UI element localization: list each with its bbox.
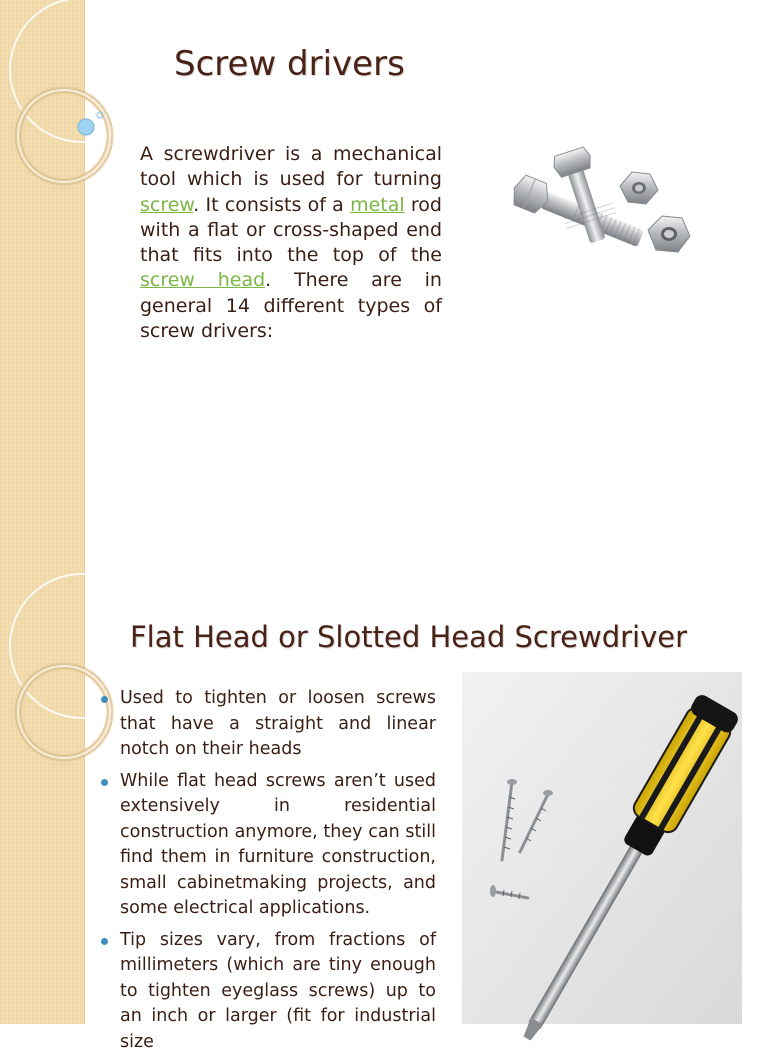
intro-text: . It consists of a — [193, 193, 351, 216]
bullet-item — [100, 769, 436, 922]
bullet-item — [100, 928, 436, 1056]
slide-title: Flat Head or Slotted Head Screwdriver — [130, 620, 688, 654]
bullet-text: Tip sizes vary, from fractions of millimeters (which are tiny enough to tighten eyeglass screws) up to an inch or larger (fit for industrial size — [120, 929, 436, 1052]
intro-paragraph — [140, 142, 442, 344]
bullet-text: Used to tighten or loosen screws that have a straight and linear notch on their heads — [120, 688, 436, 759]
slide-title: Screw drivers — [174, 44, 405, 84]
decorative-rings — [0, 0, 140, 200]
screw-link[interactable]: screw — [140, 193, 194, 216]
bullet-dot-icon — [101, 938, 108, 945]
intro-text: . There are in general 14 different types of screw drivers: — [140, 269, 442, 343]
slide-2 — [0, 576, 768, 1052]
bullet-dot-icon — [101, 779, 108, 786]
slotted-screwdriver-image — [462, 672, 742, 1024]
metal-link[interactable]: metal — [350, 193, 405, 216]
intro-text: A screwdriver is a mechanical tool which is used for turning — [140, 143, 442, 191]
screw-head-link[interactable]: screw head — [140, 269, 266, 292]
intro-text: rod with a flat or cross-shaped end that fits into the top of the — [140, 193, 442, 267]
bolts-and-nuts-image — [490, 140, 700, 286]
bullet-text: While flat head screws aren’t used extensively in residential construction anymore, they can still find them in furniture construction, small cabinetmaking projects, and some electrical applications. — [120, 770, 436, 918]
bullet-item — [100, 686, 436, 763]
bullet-list — [100, 686, 436, 1061]
bullet-dot-icon — [101, 696, 108, 703]
